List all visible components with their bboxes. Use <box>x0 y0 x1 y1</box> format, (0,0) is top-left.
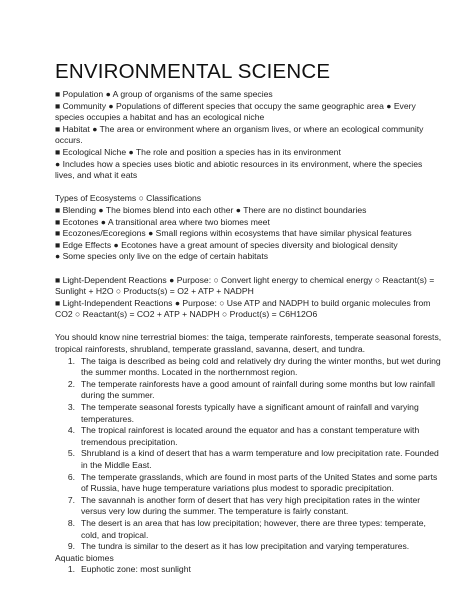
list-item-text: The desert is an area that has low precipitation; however, there are three types: temperate, cold, and tropical. <box>81 517 426 540</box>
text-line: ■ Community ● Populations of different species that occupy the same geographic area ● Every species occupies a habitat and has an ecological niche <box>55 100 416 123</box>
list-number: 6. <box>67 471 75 482</box>
section-heading: Aquatic biomes <box>55 552 114 563</box>
list-number: 9. <box>67 541 75 552</box>
section-heading: Types of Ecosystems ○ Classifications <box>55 193 202 204</box>
list-item-text: The tropical rainforest is located around the equator and has a constant temperature with tremendous precipitation. <box>81 425 420 447</box>
paragraph: You should know nine terrestrial biomes: the taiga, temperate rainforests, temperate seasonal forests, tropical rainforests, shrubland, temperate grassland, savanna, desert, and tundra. <box>55 332 442 355</box>
text-line: ● Includes how a species uses biotic and abiotic resources in its environment, where the species lives, and what it eats <box>55 158 423 181</box>
list-item <box>55 541 444 553</box>
text-line: ■ Edge Effects ● Ecotones have a great amount of species diversity and biological density <box>55 239 398 250</box>
intro-section <box>55 89 444 182</box>
biomes-list <box>55 356 444 553</box>
spacer <box>55 182 444 194</box>
list-number: 8. <box>67 517 75 528</box>
text-line: ■ Ecozones/Ecoregions ● Small regions within ecosystems that have similar physical features <box>55 228 412 239</box>
aquatic-list <box>55 564 444 576</box>
list-item <box>55 472 444 495</box>
list-number: 1. <box>67 564 75 575</box>
list-item <box>55 402 444 425</box>
ecosystems-section <box>55 193 444 263</box>
list-item-text: Shrubland is a kind of desert that has a warm temperature and low precipitation rate. Founded in the Middle East. <box>81 448 439 470</box>
list-number: 1. <box>67 355 75 366</box>
list-item-text: Euphotic zone: most sunlight <box>81 564 191 575</box>
text-line: ■ Ecotones ● A transitional area where two biomes meet <box>55 216 270 227</box>
text-line: ■ Light-Dependent Reactions ● Purpose: ○ Convert light energy to chemical energy ○ Reactant(s) = Sunlight + H2O ○ Products(s) = O2 + ATP + NADPH <box>55 274 435 297</box>
list-item-text: The savannah is another form of desert that has very high precipitation rates in the winter versus very low during the summer. The temperature is fairly constant. <box>81 494 421 517</box>
list-number: 5. <box>67 448 75 459</box>
list-item <box>55 425 444 448</box>
page-title: ENVIRONMENTAL SCIENCE <box>55 60 331 83</box>
list-number: 4. <box>67 425 75 436</box>
text-line: ● Some species only live on the edge of certain habitats <box>55 251 268 262</box>
text-line: ■ Habitat ● The area or environment where an organism lives, or where an ecological community occurs. <box>55 123 424 146</box>
list-item <box>55 518 444 541</box>
list-number: 3. <box>67 402 75 413</box>
list-item <box>55 356 444 379</box>
spacer <box>55 321 444 333</box>
spacer <box>55 263 444 275</box>
reactions-section <box>55 275 444 321</box>
list-item <box>55 495 444 518</box>
list-number: 7. <box>67 494 75 505</box>
list-item <box>55 564 444 576</box>
list-item-text: The temperate grasslands, which are found in most parts of the United States and some parts of Russia, have huge temperature variations plus modest to sporadic precipitation. <box>81 471 438 494</box>
list-item <box>55 448 444 471</box>
list-item-text: The taiga is described as being cold and relatively dry during the winter months, but wet during the summer months. Located in the northernmost region. <box>81 355 441 378</box>
biomes-section <box>55 332 444 575</box>
text-line: ■ Ecological Niche ● The role and position a species has in its environment <box>55 146 341 157</box>
list-item-text: The tundra is similar to the desert as it has low precipitation and varying temperatures. <box>81 541 410 552</box>
list-item-text: The temperate seasonal forests typically have a significant amount of rainfall and varying temperatures. <box>81 402 419 424</box>
text-line: ■ Blending ● The biomes blend into each other ● There are no distinct boundaries <box>55 204 367 215</box>
list-number: 2. <box>67 378 75 389</box>
list-item <box>55 379 444 402</box>
text-line: ■ Population ● A group of organisms of the same species <box>55 89 273 99</box>
text-line: ■ Light-Independent Reactions ● Purpose: ○ Use ATP and NADPH to build organic molecules from CO2 ○ Reactant(s) = CO2 + ATP + NADPH ○ Product(s) = C6H12O6 <box>55 297 431 320</box>
list-item-text: The temperate rainforests have a good amount of rainfall during some months but low rainfall during the summer. <box>81 378 435 401</box>
